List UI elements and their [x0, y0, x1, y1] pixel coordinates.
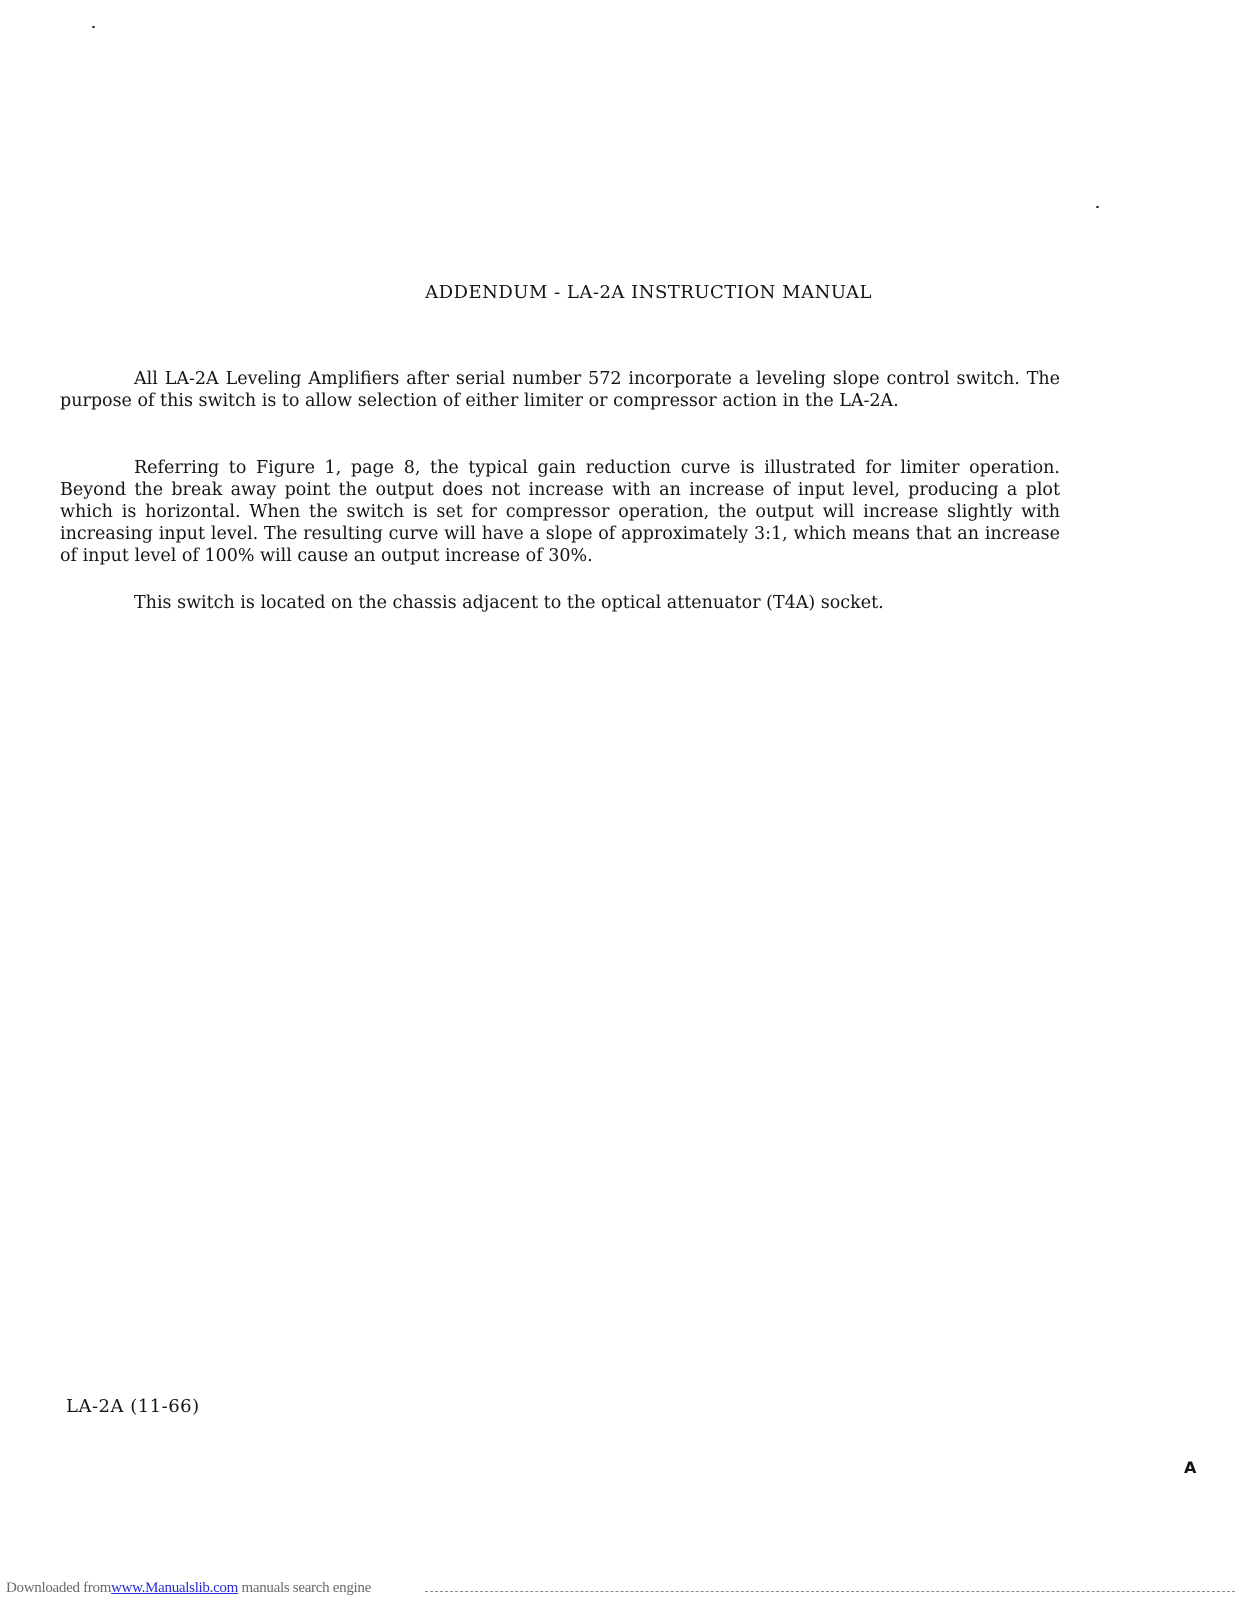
paragraph-3-text: This switch is located on the chassis adjacent to the optical attenuator (T4A) socket.	[134, 593, 884, 613]
revision-code: LA-2A (11-66)	[66, 1396, 200, 1417]
corner-mark: A	[1184, 1458, 1197, 1477]
paragraph-1	[60, 368, 1060, 412]
paragraph-2	[60, 457, 1060, 567]
scan-speck	[92, 26, 95, 28]
paragraph-2-text: Referring to Figure 1, page 8, the typical gain reduction curve is illustrated for limiter operation. Beyond the break away point the output does not increase with an increase of input level, producing a plot which is horizontal. When the switch is set for compressor operation, the output will increase slightly with increasing input level. The resulting curve will have a slope of approximately 3:1, which means that an increase of input level of 100% will cause an output increase of 30%.	[60, 458, 1060, 566]
page-title: ADDENDUM - LA-2A INSTRUCTION MANUAL	[425, 282, 872, 303]
dashed-rule	[425, 1591, 1235, 1592]
scan-speck	[1096, 206, 1099, 208]
download-banner	[6, 1580, 371, 1597]
paragraph-3	[60, 592, 1060, 614]
download-prefix: Downloaded from	[6, 1580, 112, 1596]
paragraph-1-text: All LA-2A Leveling Amplifiers after serial number 572 incorporate a leveling slope control switch. The purpose of this switch is to allow selection of either limiter or compressor action in the LA-2A.	[60, 369, 1060, 411]
download-suffix: manuals search engine	[238, 1580, 371, 1596]
manualslib-link[interactable]: www.Manualslib.com	[111, 1580, 239, 1596]
